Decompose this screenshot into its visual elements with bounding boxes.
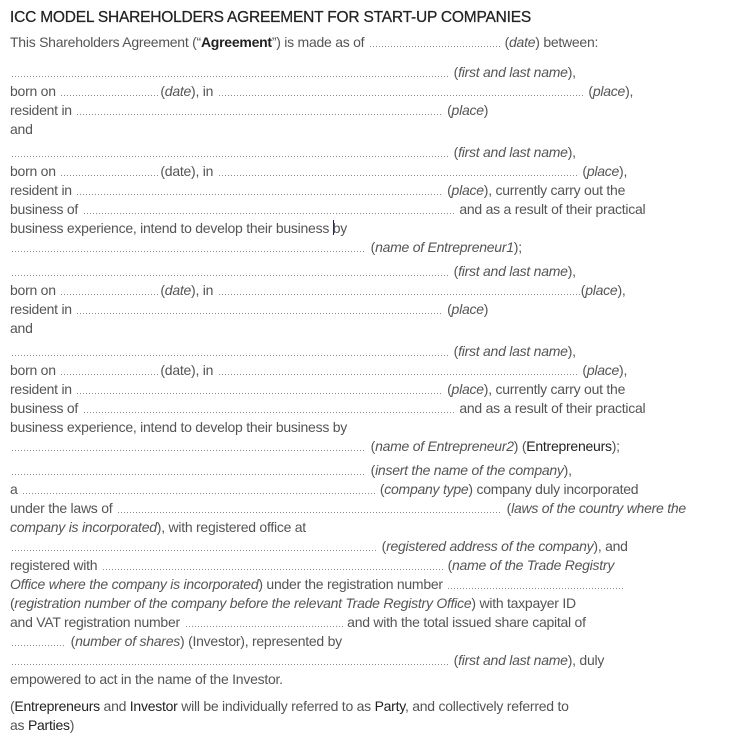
- label-text: business of: [10, 201, 82, 217]
- place-hint: place: [451, 381, 484, 397]
- label-text: , currently carry out the: [488, 381, 626, 397]
- label-text: and with the total issued share capital of: [343, 614, 586, 630]
- person1-name-line: (first and last name),: [10, 63, 576, 82]
- label-text: registered with: [10, 557, 101, 573]
- person3-name-line: (first and last name),: [10, 262, 576, 281]
- person4-name-line: (first and last name),: [10, 342, 576, 361]
- company-laws-line: under the laws of (laws of the country where the: [10, 500, 686, 516]
- company-name-blank[interactable]: [10, 461, 367, 480]
- conjunction-and: and: [10, 121, 33, 137]
- label-text: and VAT registration number: [10, 614, 184, 630]
- company-address-line: (registered address of the company), and: [10, 537, 628, 556]
- label-text: (: [10, 698, 15, 714]
- entrepreneur2-line: (name of Entrepreneur2) (Entrepreneurs);: [10, 437, 620, 456]
- company-office-line: company is incorporated), with registered office at: [10, 519, 306, 535]
- laws-blank[interactable]: [116, 499, 503, 518]
- parties-definition-line: [10, 697, 569, 716]
- defined-term-party: Party: [374, 698, 405, 714]
- parties-definition-line-2: [10, 716, 74, 735]
- place-blank[interactable]: [75, 101, 443, 120]
- place-blank[interactable]: [217, 162, 579, 181]
- person2-born-line: born on (date), in (place),: [10, 163, 628, 179]
- defined-term-investor: Investor: [129, 698, 178, 714]
- address-hint: registered address of the company: [386, 538, 594, 554]
- registry-hint: Office where the company is incorporated: [10, 576, 259, 592]
- registration-hint: registration number of the company before the relevant Trade Registry Office: [14, 595, 472, 611]
- label-text: a: [10, 481, 22, 497]
- laws-hint: company is incorporated: [10, 519, 157, 535]
- empowered-line: empowered to act in the name of the Investor.: [10, 671, 283, 687]
- company-registry-line: registered with (name of the Trade Registry: [10, 557, 615, 573]
- place-blank[interactable]: [75, 300, 443, 319]
- date-hint: date: [509, 34, 536, 50]
- person4-resident-line: resident in (place), currently carry out the: [10, 381, 626, 397]
- intro-text: between:: [539, 34, 599, 50]
- entrepreneur1-line: (name of Entrepreneur1);: [10, 238, 522, 257]
- label-text: , in: [195, 83, 217, 99]
- label-text: , with registered office at: [161, 519, 306, 535]
- place-blank[interactable]: [217, 281, 581, 300]
- place-blank[interactable]: [75, 181, 443, 200]
- representative-line: (first and last name), duly: [10, 651, 604, 670]
- entrepreneur2-blank[interactable]: [10, 437, 367, 456]
- label-text: resident in: [10, 301, 76, 317]
- person3-born-line: born on (date), in (place),: [10, 282, 626, 298]
- person2-business-line: [10, 200, 645, 219]
- label-text: , and collectively referred to: [404, 698, 569, 714]
- intro-text: This Shareholders Agreement (“: [10, 34, 201, 50]
- place-blank[interactable]: [217, 82, 585, 101]
- label-text: company duly incorporated: [472, 481, 639, 497]
- defined-term-parties: Parties: [27, 717, 70, 733]
- conjunction-and: and: [10, 320, 33, 336]
- person4-born-line: born on (date), in (place),: [10, 362, 628, 378]
- label-text: , currently carry out the: [488, 182, 626, 198]
- label-text: born on: [10, 83, 60, 99]
- label-text: , and: [597, 538, 628, 554]
- laws-hint: laws of the country where the: [511, 500, 686, 516]
- company-type-blank[interactable]: [21, 480, 376, 499]
- label-text: resident in: [10, 381, 76, 397]
- date-blank[interactable]: [59, 162, 160, 181]
- defined-term-entrepreneurs: Entrepreneurs: [14, 698, 100, 714]
- intro-line: This Shareholders Agreement (“Agreement”) is made as of (date) between:: [10, 34, 599, 50]
- place-hint: place: [586, 163, 620, 179]
- date-blank[interactable]: [59, 281, 160, 300]
- label-text: as: [10, 717, 28, 733]
- registration-number-blank[interactable]: [446, 575, 624, 594]
- person4-experience-line: business experience, intend to develop their business by: [10, 419, 347, 435]
- label-text: born on: [10, 362, 60, 378]
- label-text: ): [69, 717, 75, 733]
- company-type-line: a (company type) company duly incorporated: [10, 481, 639, 497]
- name-blank[interactable]: [10, 63, 450, 82]
- business-blank[interactable]: [82, 200, 456, 219]
- person2-name-line: (first and last name),: [10, 143, 576, 162]
- name-hint: first and last name: [458, 343, 568, 359]
- company-vat-line: [10, 613, 586, 632]
- name-hint: first and last name: [458, 652, 568, 668]
- date-blank[interactable]: [59, 361, 160, 380]
- place-blank[interactable]: [217, 361, 579, 380]
- shares-blank[interactable]: [10, 632, 67, 651]
- name-blank[interactable]: [10, 342, 450, 361]
- label-text: (Investor), represented by: [184, 633, 342, 649]
- date-hint: date: [164, 83, 192, 99]
- person4-business-line: [10, 399, 645, 418]
- date-blank[interactable]: [368, 33, 501, 52]
- label-text: business experience, intend to develop their business: [10, 220, 333, 236]
- label-text: under the registration number: [262, 576, 447, 592]
- place-blank[interactable]: [75, 380, 443, 399]
- entrepreneur-hint: name of Entrepreneur2: [375, 438, 514, 454]
- company-name-hint: insert the name of the company: [375, 462, 564, 478]
- company-name-line: (insert the name of the company),: [10, 461, 572, 480]
- vat-blank[interactable]: [184, 613, 344, 632]
- representative-name-blank[interactable]: [10, 651, 450, 670]
- label-text: by: [332, 220, 348, 236]
- label-text: (date), in: [160, 163, 217, 179]
- label-text: resident in: [10, 182, 76, 198]
- intro-text: ”) is made as of: [271, 34, 368, 50]
- registry-hint: name of the Trade Registry: [452, 557, 615, 573]
- person2-resident-line: resident in (place), currently carry out the: [10, 182, 626, 198]
- business-blank[interactable]: [82, 399, 456, 418]
- label-text: with taxpayer ID: [475, 595, 576, 611]
- date-hint: date: [164, 282, 192, 298]
- label-text: (date), in: [160, 362, 217, 378]
- entrepreneur-hint: name of Entrepreneur1: [375, 239, 514, 255]
- company-taxpayer-line: (registration number of the company before the relevant Trade Registry Office) with taxpayer ID: [10, 595, 576, 611]
- label-text: , in: [195, 282, 217, 298]
- shares-hint: number of shares: [75, 633, 181, 649]
- company-regnum-line: Office where the company is incorporated) under the registration number: [10, 575, 624, 594]
- place-hint: place: [585, 282, 618, 298]
- name-hint: first and last name: [458, 64, 568, 80]
- label-text: born on: [10, 282, 60, 298]
- person2-experience-line: [10, 219, 347, 238]
- place-hint: place: [451, 301, 484, 317]
- label-text: born on: [10, 163, 60, 179]
- place-hint: place: [451, 102, 484, 118]
- label-text: resident in: [10, 102, 76, 118]
- label-text: and: [99, 698, 130, 714]
- name-blank[interactable]: [10, 262, 450, 281]
- name-hint: first and last name: [458, 263, 568, 279]
- place-hint: place: [586, 362, 620, 378]
- name-hint: first and last name: [458, 144, 568, 160]
- person3-resident-line: resident in (place): [10, 301, 489, 317]
- person1-resident-line: resident in (place): [10, 102, 489, 118]
- label-text: , duly: [572, 652, 605, 668]
- place-hint: place: [592, 83, 626, 99]
- company-type-hint: company type: [384, 481, 469, 497]
- document-title: ICC MODEL SHAREHOLDERS AGREEMENT FOR START-UP COMPANIES: [10, 9, 531, 26]
- person1-born-line: born on (date), in (place),: [10, 83, 634, 99]
- company-shares-line: (number of shares) (Investor), represented by: [10, 632, 342, 651]
- label-text: and as a result of their practical: [455, 400, 646, 416]
- place-hint: place: [451, 182, 484, 198]
- label-text: will be individually referred to as: [177, 698, 375, 714]
- defined-term-agreement: Agreement: [200, 34, 272, 50]
- label-text: business of: [10, 400, 82, 416]
- registry-blank[interactable]: [101, 556, 444, 575]
- entrepreneur1-blank[interactable]: [10, 238, 367, 257]
- date-blank[interactable]: [59, 82, 160, 101]
- address-blank[interactable]: [10, 537, 378, 556]
- label-text: under the laws of: [10, 500, 117, 516]
- label-text: and as a result of their practical: [455, 201, 646, 217]
- name-blank[interactable]: [10, 143, 450, 162]
- defined-term-entrepreneurs: Entrepreneurs: [526, 438, 612, 454]
